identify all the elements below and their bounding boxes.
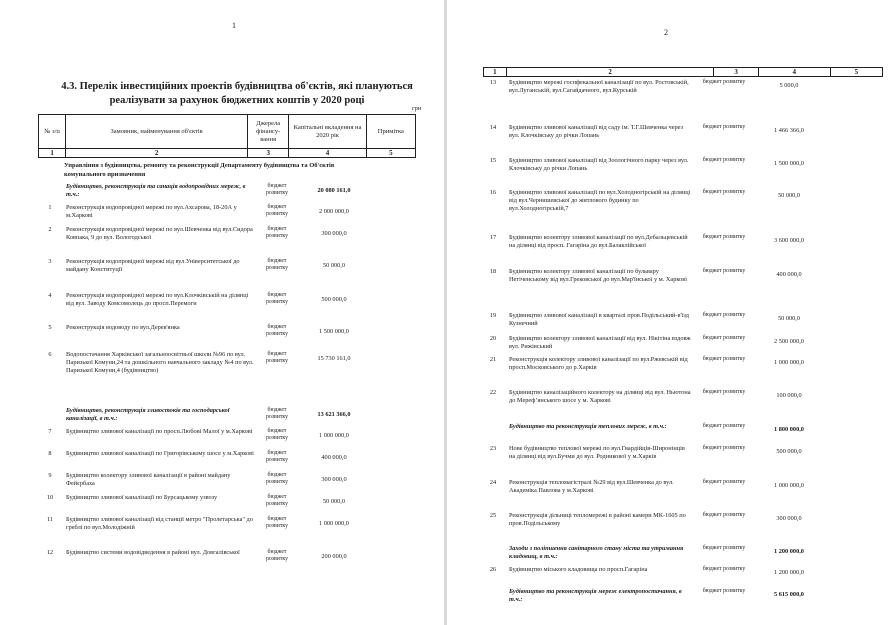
row-number: 5 [48,324,52,331]
amount-value: 2 000 000,0 [319,208,349,215]
funding-source: бюджет розвитку [265,226,289,240]
object-name: Будівництво, реконструкція зливостоків та господарської каналізації, в т.ч.: [66,407,230,423]
row-number: 7 [48,428,52,435]
funding-source: бюджет розвитку [702,566,746,572]
funding-source: бюджет розвитку [702,545,746,551]
amount-value: 300 000,0 [776,515,802,522]
amount-value: 200 000,0 [321,553,347,560]
right-page [447,0,892,625]
funding-source: бюджет розвитку [702,588,746,594]
amount-value: 20 080 161,0 [317,187,351,194]
object-name: Будівництво, реконструкція та санація водопровідних мереж, в т.ч.: [66,183,246,199]
amount-value: 1 500 000,0 [319,328,349,335]
amount-value: 50 000,0 [322,262,346,269]
amount-value: 50 000,0 [777,192,801,199]
object-name: Будівництво колектору зливової каналізації по вул.Дебальцевській на ділянці від просп. Гагаріна до вул.Балаклійської [509,234,688,250]
col-number: 3 [714,68,758,77]
object-name: Будівництво зливової каналізації від станції метро "Пролетарська" до греблі по вул.Молодіжній [66,516,253,532]
object-name: Реконструкція дільниці тепломережі в районі камери МК-1605 по пров.Подільському [509,512,686,528]
funding-source: бюджет розвитку [265,351,289,365]
page-number: 1 [232,21,236,30]
amount-value: 5 615 000,0 [774,591,804,598]
col-number: 4 [758,68,830,77]
object-name: Реконструкція колектору зливової каналізації по вул.Ржевській від просп.Московського до р.Харків [509,356,688,372]
col-header-source: Джерела фінансу-вання [248,115,289,149]
row-number: 14 [489,124,497,131]
funding-source: бюджет розвитку [702,79,746,85]
col-number: 5 [366,149,415,158]
funding-source: бюджет розвитку [265,472,289,486]
funding-source: бюджет розвитку [265,407,289,421]
object-name: Будівництво та реконструкція мереж електропостачання, в т.ч.: [509,588,682,604]
row-number: 19 [489,312,497,319]
department-heading: Управління з будівництва, ремонту та реконструкції Департаменту будівництва та Об'єктів комунального призначення [64,162,335,178]
row-number: 24 [489,479,497,486]
col-header-amount: Капітальні вкладення на 2020 рік [289,115,366,149]
row-number: 3 [48,258,52,265]
row-number: 12 [46,549,54,556]
header-table [483,67,883,77]
col-number: 3 [248,149,289,158]
object-name: Будівництво системи водовідведення в районі вул. Довгалівської [66,549,240,556]
funding-source: бюджет розвитку [702,335,746,341]
object-name: Будівництво зливової каналізації по Григорівському шосе у м.Харкові [66,450,254,457]
amount-value: 1 000 000,0 [319,520,349,527]
row-number: 10 [46,494,54,501]
row-number: 15 [489,157,497,164]
page-number: 2 [664,28,668,37]
funding-source: бюджет розвитку [702,356,746,362]
amount-value: 1 000 000,0 [774,359,804,366]
col-header-number: № з/п [39,115,66,149]
col-number: 2 [66,149,248,158]
object-name: Реконструкція водоводу по вул.Дерев'янка [66,324,180,331]
object-name: Будівництво каналізаційного колектору на ділянці від вул. Ньютона до Мерефʼянського шосе у м. Харкові [509,389,691,405]
funding-source: бюджет розвитку [702,423,746,429]
funding-source: бюджет розвитку [265,549,289,563]
funding-source: бюджет розвитку [265,494,289,508]
row-number: 13 [489,79,497,86]
col-number: 1 [484,68,507,77]
funding-source: бюджет розвитку [265,450,289,464]
document-title: 4.3. Перелік інвестиційних проектів будівництва об'єктів, які плануються реалізувати за рахунок бюджетних коштів у 2020 році [61,81,413,106]
amount-value: 13 621 366,0 [317,411,351,418]
object-name: Реконструкція водопровідної мережі по вул.Шевченка від вул.Сидора Ковпака, 9 до вул. Вологодської [66,226,253,242]
object-name: Реконструкція водопровідної мережі по вул.Клочківській на ділянці від вул. Заводу Комсомолець до просп.Перемоги [66,292,249,308]
funding-source: бюджет розвитку [702,389,746,395]
funding-source: бюджет розвитку [702,512,746,518]
object-name: Реконструкція водопровідної мережі по вул.Ахсарова, 18-20А у м.Харкові [66,204,237,220]
currency-unit: грн [412,105,422,112]
object-name: Заходи з поліпшення санітарного стану міста та утримання кладовищ, в т.ч.: [509,545,684,561]
object-name: Будівництво зливової каналізації від Зоологічного парку через вул. Клочківську до річки Лопань [509,157,689,173]
row-number: 20 [489,335,497,342]
amount-value: 500 000,0 [321,296,347,303]
amount-value: 5 000,0 [779,82,799,89]
funding-source: бюджет розвитку [702,189,746,195]
header-table [38,114,416,158]
col-number: 1 [39,149,66,158]
row-number: 21 [489,356,497,363]
funding-source: бюджет розвитку [702,234,746,240]
object-name: Будівництво та реконструкція теплових мереж, в т.ч.: [509,423,667,430]
row-number: 16 [489,189,497,196]
row-number: 2 [48,226,52,233]
amount-value: 1 500 000,0 [774,160,804,167]
object-name: Будівництво зливової каналізації по вул.Холодногірській на ділянці від вул.Чернишевської до житлового будинку по вул.Холодногірській,7 [509,189,691,213]
amount-value: 500 000,0 [776,448,802,455]
funding-source: бюджет розвитку [265,324,289,338]
funding-source: бюджет розвитку [265,292,289,306]
col-header-note: Примітка [366,115,415,149]
amount-value: 300 000,0 [321,476,347,483]
object-name: Будівництво колектору зливової каналізації від вул. Нікітіна вздовж вул. Рижівський [509,335,691,351]
funding-source: бюджет розвитку [702,124,746,130]
object-name: Будівництво колектору зливової каналізації в районі майдану Фейєрбаха [66,472,231,488]
amount-value: 400 000,0 [321,454,347,461]
funding-source: бюджет розвитку [702,445,746,451]
amount-value: 50 000,0 [322,498,346,505]
amount-value: 15 730 161,0 [317,355,351,362]
amount-value: 3 600 000,0 [774,237,804,244]
amount-value: 100 000,0 [776,392,802,399]
row-number: 1 [48,204,52,211]
amount-value: 1 000 000,0 [774,482,804,489]
funding-source: бюджет розвитку [702,268,746,274]
object-name: Будівництво зливової каналізації по Бурсацькому узвозу [66,494,218,501]
row-number: 9 [48,472,52,479]
row-number: 25 [489,512,497,519]
funding-source: бюджет розвитку [265,258,289,272]
row-number: 8 [48,450,52,457]
amount-value: 400 000,0 [776,271,802,278]
object-name: Будівництво зливової каналізації по просп.Любові Малої у м.Харкові [66,428,253,435]
funding-source: бюджет розвитку [265,183,289,197]
col-number: 5 [830,68,882,77]
amount-value: 2 500 000,0 [774,338,804,345]
funding-source: бюджет розвитку [702,312,746,318]
object-name: Реконструкція тепломагістралі №29 від вул.Шевченка до вул. Академіка Павлова у м.Харкові [509,479,674,495]
object-name: Будівництво мережі госпфекальної каналізації по вул. Ростовській, вул.Луганській, вул.Сагайдачного, вул.Курській [509,79,689,95]
row-number: 6 [48,351,52,358]
object-name: Будівництво міського кладовища по просп.Гагаріна [509,566,648,573]
funding-source: бюджет розвитку [702,479,746,485]
row-number: 4 [48,292,52,299]
row-number: 26 [489,566,497,573]
object-name: Водопостачання Харківської загальноосвітньої школи №96 по вул. Паризької Комуни,24 та дошкільного навчального закладу №4 по вул. Паризької Комуни,4 (будівництво) [66,351,254,375]
object-name: Будівництво колектору зливової каналізації по бульвару Нетіченському від вул.Грековської до вул.Мар'їнської у м. Харкові [509,268,687,284]
row-number: 18 [489,268,497,275]
row-number: 22 [489,389,497,396]
col-number: 4 [289,149,366,158]
funding-source: бюджет розвитку [265,516,289,530]
object-name: Реконструкція водопровідної мережі від вул.Університетської до майдану Конституції [66,258,240,274]
col-number: 2 [506,68,714,77]
row-number: 17 [489,234,497,241]
row-number: 11 [46,516,54,523]
object-name: Будівництво зливової каналізації від саду ім. Т.Г.Шевченка через вул. Клочківську до річки Лопань [509,124,684,140]
amount-value: 1 000 000,0 [319,432,349,439]
object-name: Нове будівництво теплової мережі по вул.Гвардійців-Широнінців на ділянці від вул.Бучми до вул. Родникової у м.Харків [509,445,685,461]
amount-value: 1 200 000,0 [774,569,804,576]
row-number: 23 [489,445,497,452]
object-name: Будівництво зливової каналізації в кварталі пров.Подільський-в'їзд Кузнечний [509,312,689,328]
amount-value: 1 466 366,0 [774,127,804,134]
amount-value: 1 800 000,0 [774,426,804,433]
left-page [0,0,445,625]
amount-value: 1 200 000,0 [774,548,804,555]
funding-source: бюджет розвитку [702,157,746,163]
funding-source: бюджет розвитку [265,428,289,442]
amount-value: 50 000,0 [777,315,801,322]
col-header-name: Замовник, найменування об'єктів [66,115,248,149]
funding-source: бюджет розвитку [265,204,289,218]
amount-value: 300 000,0 [321,230,347,237]
